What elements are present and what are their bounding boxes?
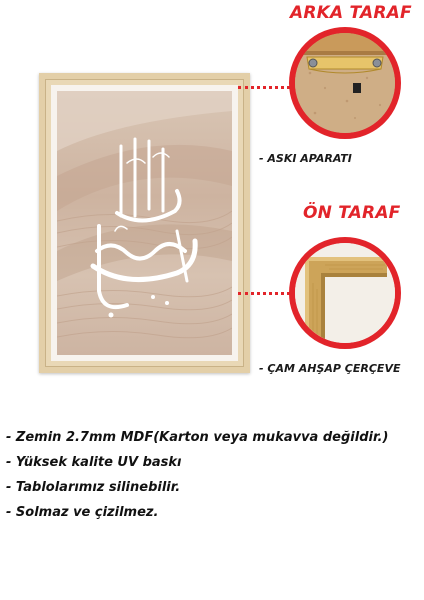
feature-item: - Zemin 2.7mm MDF(Karton veya mukavva değildir.) xyxy=(6,430,389,445)
feature-item: - Tablolarımız silinebilir. xyxy=(6,480,181,495)
front-detail-circle xyxy=(289,237,401,349)
calligraphy-artwork xyxy=(57,91,232,355)
hanging-bracket-icon xyxy=(295,33,395,133)
feature-list xyxy=(6,425,388,525)
back-connector-line xyxy=(238,86,290,89)
front-side-heading: ÖN TARAF xyxy=(303,203,401,223)
poster-print xyxy=(57,91,232,355)
back-side-heading: ARKA TARAF xyxy=(290,3,412,23)
front-connector-line xyxy=(238,292,290,295)
front-side-caption: - ÇAM AHŞAP ÇERÇEVE xyxy=(259,362,401,375)
feature-item: - Solmaz ve çizilmez. xyxy=(6,505,159,520)
back-detail-circle xyxy=(289,27,401,139)
frame-corner-icon xyxy=(295,243,395,343)
feature-item: - Yüksek kalite UV baskı xyxy=(6,455,182,470)
back-side-caption: - ASKI APARATI xyxy=(259,152,352,165)
poster-frame xyxy=(39,73,250,373)
